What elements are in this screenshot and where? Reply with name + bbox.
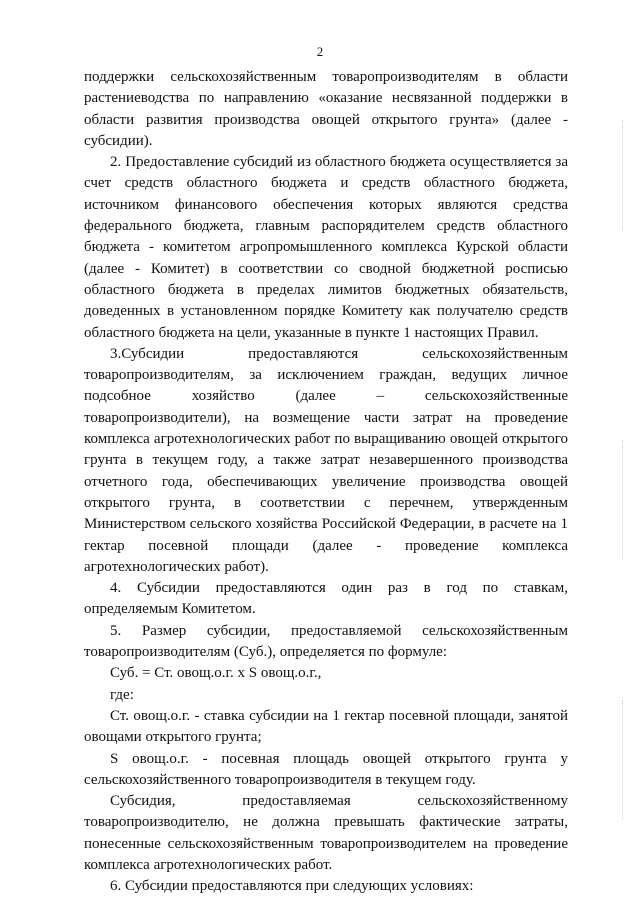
paragraph-item-3: 3.Субсидии предоставляются сельскохозяйственным товаропроизводителям, за исключением граждан, ведущих личное подсобное хозяйство (далее – сельскохозяйственные товаропроизводители), на возмещение части затрат на проведение комплекса агротехнологических работ по выращиванию овощей открытого грунта в текущем году, а также затрат незавершенного производства отчетного года, обеспечивающих увеличение производства овощей открытого грунта, в соответствии с перечнем, утвержденным Министерством сельского хозяйства Российской Федерации, в расчете на 1 гектар посевной площади (далее - проведение комплекса агротехнологических работ). [84, 345, 568, 575]
formula-where: где: [110, 686, 134, 703]
formula-term-area: S овощ.о.г. - посевная площадь овощей открытого грунта у сельскохозяйственного товаропроизводителя в текущем году. [84, 750, 568, 788]
paragraph-continuation: поддержки сельскохозяйственным товаропроизводителям в области растениеводства по направлению «оказание несвязанной поддержки в области развития производства овощей открытого грунта» (далее - субсидии). [84, 69, 568, 149]
formula-term-rate: Ст. овощ.о.г. - ставка субсидии на 1 гектар посевной площади, занятой овощами открытого грунта; [84, 707, 568, 746]
page-number: 2 [316, 44, 324, 59]
formula: Суб. = Ст. овощ.о.г. х S овощ.о.г., [110, 665, 322, 682]
scan-margin-mark [622, 120, 624, 230]
scan-margin-mark [622, 440, 624, 560]
paragraph-item-5: 5. Размер субсидии, предоставляемой сельскохозяйственным товаропроизводителям (Суб.), определяется по формуле: [84, 622, 568, 661]
paragraph-item-2: 2. Предоставление субсидий из областного бюджета осуществляется за счет средств областного бюджета и средств областного бюджета, источником финансового обеспечения которых являются средства федерального бюджета, главным распорядителем средств областного бюджета - комитетом агропромышленного комплекса Курской области (далее - Комитет) в соответствии со сводной бюджетной росписью областного бюджета в пределах лимитов бюджетных обязательств, доведенных в установленном порядке Комитету как получателю средств областного бюджета на цели, указанные в пункте 1 настоящих Правил. [84, 154, 568, 341]
paragraph-item-6: 6. Субсидии предоставляются при следующих условиях: [110, 878, 474, 895]
paragraph-item-4: 4. Субсидии предоставляются один раз в год по ставкам, определяемым Комитетом. [84, 580, 568, 618]
paragraph-limit: Субсидия, предоставляемая сельскохозяйственному товаропроизводителю, не должна превышать фактические затраты, понесенные сельскохозяйственным товаропроизводителем на проведение комплекса агротехнологических работ. [84, 793, 568, 873]
body-text [84, 67, 568, 898]
scan-margin-mark [622, 700, 624, 820]
